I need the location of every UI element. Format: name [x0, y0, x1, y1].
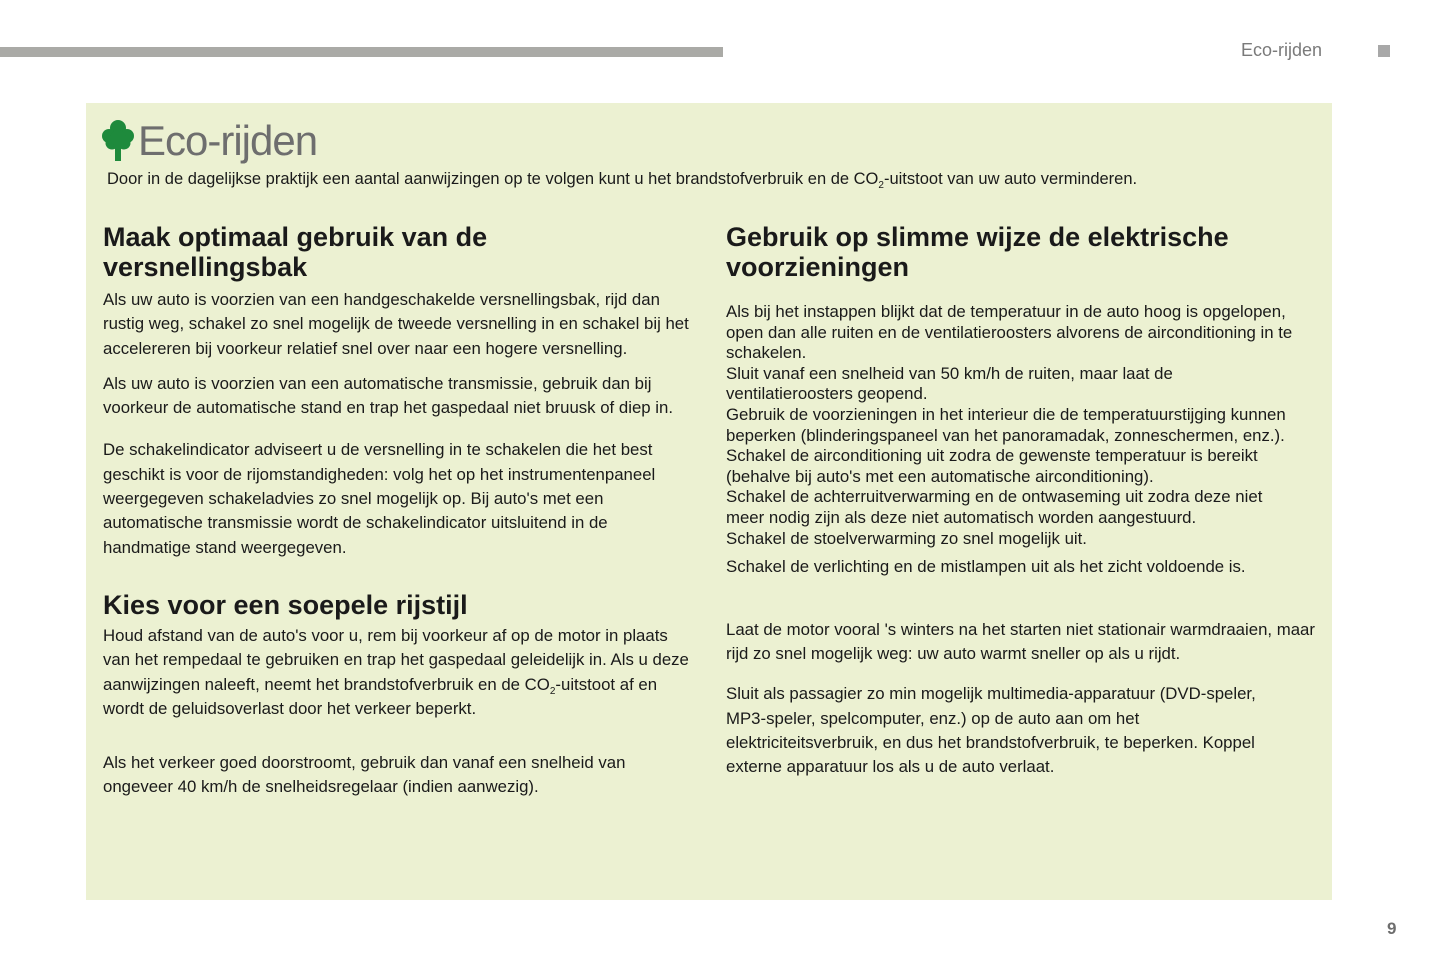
paragraph-text-part: -uitstoot af en wordt de geluidsoverlast door het verkeer beperkt.: [103, 674, 658, 718]
co2-subscript: 2: [549, 685, 556, 697]
tip-rear-defrost: Schakel de achterruitverwarming en de ontwaseming uit zodra deze niet meer nodig zijn als deze niet automatisch worden aangestuurd.: [726, 487, 1263, 527]
paragraph-engine-warmup: Laat de motor vooral 's winters na het starten niet stationair warmdraaien, maar rijd zo snel mogelijk weg: uw auto warmt sneller op als u rijdt.: [726, 619, 1315, 664]
paragraph-shift-indicator: De schakelindicator adviseert u de versnelling in te schakelen die het best geschikt is voor de rijomstandigheden: volg het op het instrumentenpaneel weergegeven schakeladvies zo snel mogelijk op. Bij auto's met een automatische transmissie wordt de schakelindicator uitsluitend in de handmatige stand weergegeven.: [103, 440, 656, 557]
header-square-marker: [1378, 45, 1390, 57]
tip-close-windows: Sluit vanaf een snelheid van 50 km/h de ruiten, maar laat de ventilatieroosters geopend.: [726, 363, 1173, 404]
right-column: [726, 222, 1326, 780]
heading-gearbox: Maak optimaal gebruik van de versnellingsbak: [103, 222, 488, 282]
co2-subscript: 2: [878, 180, 884, 191]
tip-interior-shading: Gebruik de voorzieningen in het interieur die de temperatuurstijging kunnen beperken (blinderingspaneel van het panoramadak, zonneschermen, enz.).: [726, 404, 1286, 445]
paragraph-cruise-control: Als het verkeer goed doorstroomt, gebruik dan vanaf een snelheid van ongeveer 40 km/h de snelheidsregelaar (indien aanwezig).: [103, 753, 626, 797]
intro-text: [107, 169, 1137, 189]
panel-title-row: [102, 118, 317, 164]
paragraph-smooth-driving: [103, 624, 698, 721]
tip-seat-heating: Schakel de stoelverwarming zo snel mogelijk uit.: [726, 528, 1087, 548]
intro-text-part: -uitstoot van uw auto verminderen.: [883, 170, 1138, 188]
heading-smooth-driving: Kies voor een soepele rijstijl: [103, 589, 468, 620]
tree-icon: [102, 119, 134, 163]
heading-electrical: Gebruik op slimme wijze de elektrische voorzieningen: [726, 222, 1229, 282]
paragraph-text-part: Houd afstand van de auto's voor u, rem bij voorkeur af op de motor in plaats van het rempedaal te gebruiken en trap het gaspedaal geleidelijk in. Als u deze aanwijzingen naleeft, neemt het brandstofverbruik en de CO: [103, 625, 689, 694]
tip-open-windows: Als bij het instappen blijkt dat de temperatuur in de auto hoog is opgelopen, open dan alle ruiten en de ventilatieroosters alvorens de airconditioning in te schakelen.: [726, 302, 1293, 363]
page-title: Eco-rijden: [138, 117, 318, 164]
intro-text-part: Door in de dagelijkse praktijk een aantal aanwijzingen op te volgen kunt u het brandstofverbruik en de CO: [107, 170, 879, 188]
paragraph-multimedia: Sluit als passagier zo min mogelijk multimedia-apparatuur (DVD-speler, MP3-speler, spelcomputer, enz.) op de auto aan om het elektriciteitsverbruik, en dus het brandstofverbruik, te beperken. Koppel externe apparatuur los als u de auto verlaat.: [726, 684, 1256, 777]
tip-lights-off: Schakel de verlichting en de mistlampen uit als het zicht voldoende is.: [726, 557, 1246, 577]
running-header-title: Eco-rijden: [1241, 40, 1323, 60]
electrical-tips-list: [726, 302, 1296, 578]
header-rule: [0, 47, 723, 57]
paragraph-manual-gearbox: Als uw auto is voorzien van een handgeschakelde versnellingsbak, rijd dan rustig weg, schakel zo snel mogelijk de tweede versnelling in en schakel bij het accelereren bij voorkeur relatief snel over naar een hogere versnelling.: [103, 290, 689, 358]
paragraph-automatic-transmission: Als uw auto is voorzien van een automatische transmissie, gebruik dan bij voorkeur de automatische stand en trap het gaspedaal niet bruusk of diep in.: [103, 373, 673, 418]
tip-airco-off: Schakel de airconditioning uit zodra de gewenste temperatuur is bereikt (behalve bij auto's met een automatische airconditioning).: [726, 446, 1258, 486]
page-number: 9: [1387, 919, 1397, 938]
left-column: [103, 222, 703, 800]
